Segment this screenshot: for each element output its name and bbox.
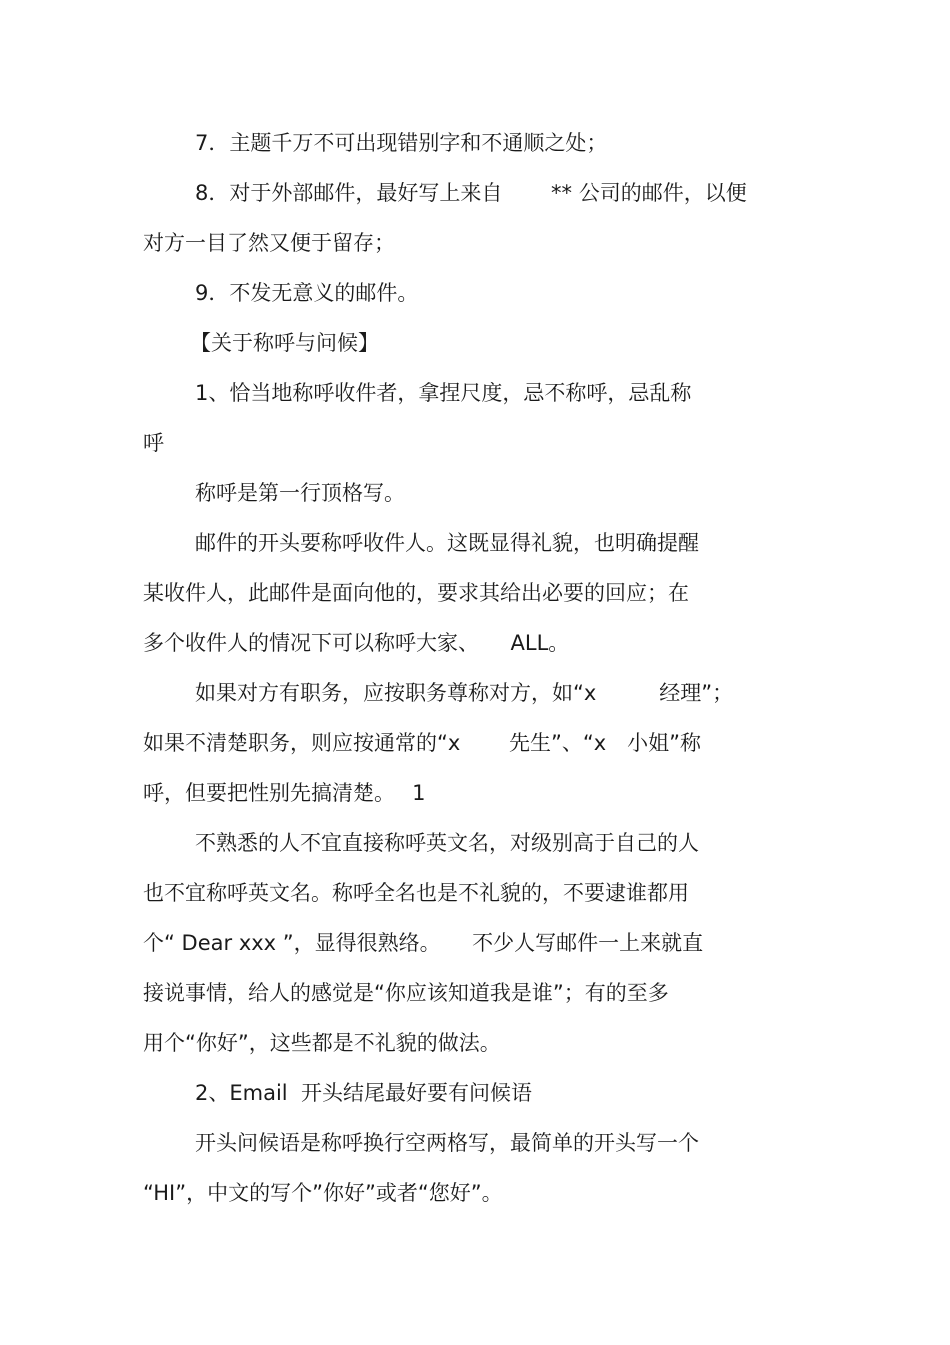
- paragraph-line: 如果对方有职务，应按职务尊称对方，如“x 经理”；: [195, 681, 734, 705]
- paragraph-line: 邮件的开头要称呼收件人。这既显得礼貌，也明确提醒: [195, 531, 699, 555]
- section-heading: 【关于称呼与问候】: [190, 331, 379, 355]
- list-item-8-cont: 对方一目了然又便于留存；: [143, 231, 395, 255]
- paragraph-line: 接说事情，给人的感觉是“你应该知道我是谁”；有的至多: [143, 981, 669, 1005]
- paragraph-line: 不熟悉的人不宜直接称呼英文名，对级别高于自己的人: [195, 831, 699, 855]
- paragraph-line: 开头问候语是称呼换行空两格写，最简单的开头写一个: [195, 1131, 699, 1155]
- subheading-2: 2、Email 开头结尾最好要有问候语: [195, 1081, 532, 1105]
- paragraph-line: 个“ Dear xxx ”，显得很熟络。 不少人写邮件一上来就直: [143, 931, 704, 955]
- paragraph-line: 多个收件人的情况下可以称呼大家、 ALL。: [143, 631, 570, 655]
- paragraph-line: 呼，但要把性别先搞清楚。 1: [143, 781, 426, 805]
- subheading-1: 1、恰当地称呼收件者，拿捏尺度，忌不称呼，忌乱称: [195, 381, 692, 405]
- paragraph-line: 如果不清楚职务，则应按通常的“x 先生”、“x 小姐”称: [143, 731, 702, 755]
- paragraph-line: 称呼是第一行顶格写。: [195, 481, 405, 505]
- list-item-7: 7．主题千万不可出现错别字和不通顺之处；: [195, 131, 608, 155]
- paragraph-line: 某收件人，此邮件是面向他的，要求其给出必要的回应；在: [143, 581, 689, 605]
- paragraph-line: “HI”，中文的写个”你好”或者“您好”。: [143, 1181, 503, 1205]
- paragraph-line: 用个“你好”，这些都是不礼貌的做法。: [143, 1031, 501, 1055]
- subheading-1-cont: 呼: [143, 431, 164, 455]
- list-item-8: 8．对于外部邮件，最好写上来自 ** 公司的邮件，以便: [195, 181, 747, 205]
- list-item-9: 9．不发无意义的邮件。: [195, 281, 419, 305]
- paragraph-line: 也不宜称呼英文名。称呼全名也是不礼貌的，不要逮谁都用: [143, 881, 689, 905]
